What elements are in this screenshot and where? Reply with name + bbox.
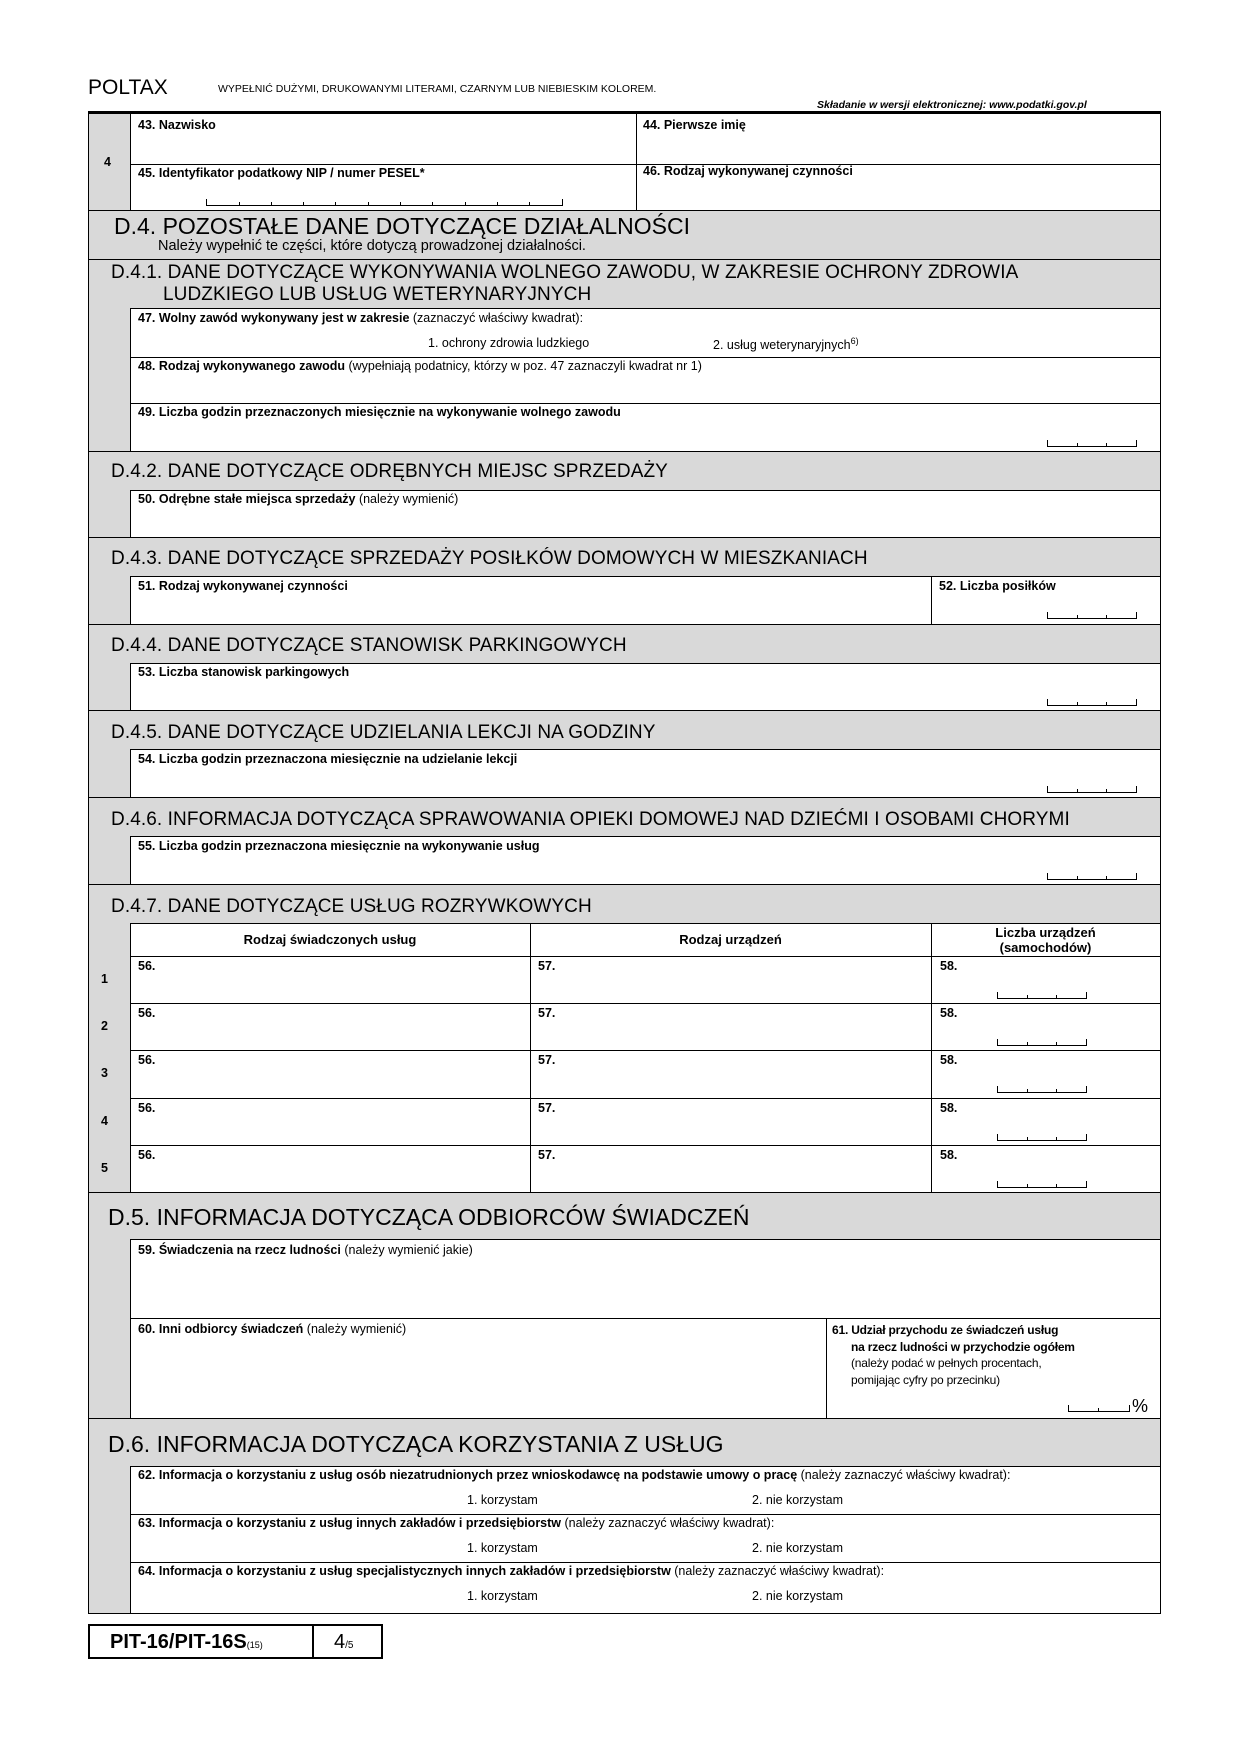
- divider: [530, 923, 531, 1192]
- table-cell-service-type[interactable]: [138, 1101, 155, 1115]
- divider: [130, 1514, 1160, 1515]
- field-64-specialist-companies: 64. Informacja o korzystaniu z usług specjalistycznych innych zakładów i przedsiębiorstw (należy zaznaczyć właściwy kwadrat):: [138, 1564, 885, 1578]
- field-50-sales-places[interactable]: 50. Odrębne stałe miejsca sprzedaży (należy wymienić): [138, 492, 459, 506]
- divider: [130, 923, 1160, 924]
- section-d4-title: D.4. POZOSTAŁE DANE DOTYCZĄCE DZIAŁALNOŚCI: [114, 213, 690, 239]
- divider: [130, 836, 1160, 837]
- frame-right: [1160, 113, 1161, 1613]
- table-cell-device-count: [940, 1148, 957, 1162]
- section-d6-title: D.6. INFORMACJA DOTYCZĄCA KORZYSTANIA Z USŁUG: [108, 1431, 724, 1457]
- divider: [931, 923, 932, 1192]
- field-55-care-hours: 55. Liczba godzin przeznaczona miesięcznie na wykonywanie usług: [138, 839, 540, 853]
- section-d41-title-line2: LUDZKIEGO LUB USŁUG WETERYNARYJNYCH: [163, 284, 592, 305]
- divider: [931, 576, 932, 624]
- divider: [130, 956, 1160, 957]
- table-row-divider: [130, 1145, 1160, 1146]
- divider: [130, 403, 1160, 404]
- field-64-option-not-use[interactable]: 2. nie korzystam: [752, 1589, 844, 1603]
- divider: [130, 1466, 131, 1613]
- field-43-surname[interactable]: 43. Nazwisko: [138, 118, 216, 132]
- table-row-divider: [130, 1003, 1160, 1004]
- table-row-number: 1: [101, 972, 108, 986]
- divider: [130, 1562, 1160, 1563]
- divider: [130, 357, 1160, 358]
- table-row-number: 5: [101, 1161, 108, 1175]
- field-47-option-human-health[interactable]: 1. ochrony zdrowia ludzkiego: [428, 336, 590, 350]
- cell-label: 57.: [538, 1053, 556, 1067]
- table-row-divider: [130, 1098, 1160, 1099]
- header-rule: [88, 111, 1161, 114]
- column-device-type: Rodzaj urządzeń: [679, 932, 782, 947]
- section-d4-subtitle: Należy wypełnić te części, które dotyczą prowadzonej działalności.: [158, 238, 586, 254]
- field-51-activity[interactable]: 51. Rodzaj wykonywanej czynności: [138, 579, 348, 593]
- field-45-nip-pesel[interactable]: 45. Identyfikator podatkowy NIP / numer PESEL*: [138, 166, 425, 180]
- section-d41-title-line1: D.4.1. DANE DOTYCZĄCE WYKONYWANIA WOLNEGO ZAWODU, W ZAKRESIE OCHRONY ZDROWIA: [111, 262, 1019, 283]
- device-count-digit-boxes[interactable]: [997, 1134, 1087, 1141]
- field-55-digit-boxes[interactable]: [1047, 873, 1137, 880]
- divider: [312, 1626, 314, 1657]
- field-54-digit-boxes[interactable]: [1047, 786, 1137, 793]
- field-63-other-companies: 63. Informacja o korzystaniu z usług innych zakładów i przedsiębiorstw (należy zaznaczyć właściwy kwadrat):: [138, 1516, 775, 1530]
- device-count-digit-boxes[interactable]: [997, 1181, 1087, 1188]
- percent-sign: %: [1132, 1396, 1149, 1416]
- cell-label: 58.: [940, 1148, 958, 1162]
- field-44-first-name[interactable]: 44. Pierwsze imię: [643, 118, 746, 132]
- cell-label: 57.: [538, 959, 556, 973]
- cell-label: 56.: [138, 959, 156, 973]
- page-number: 4/5: [334, 1631, 354, 1653]
- cell-label: 58.: [940, 1101, 958, 1115]
- table-cell-service-type[interactable]: [138, 1053, 155, 1067]
- field-47-scope: 47. Wolny zawód wykonywany jest w zakresie (zaznaczyć właściwy kwadrat):: [138, 311, 584, 325]
- section-d43-title: D.4.3. DANE DOTYCZĄCE SPRZEDAŻY POSIŁKÓW DOMOWYCH W MIESZKANIACH: [111, 548, 868, 569]
- device-count-digit-boxes[interactable]: [997, 1086, 1087, 1093]
- cell-label: 57.: [538, 1101, 556, 1115]
- table-cell-device-type[interactable]: [538, 1053, 555, 1067]
- table-cell-device-count: [940, 959, 957, 973]
- left-margin-d47: [89, 923, 130, 1192]
- table-row-number: 3: [101, 1066, 108, 1080]
- left-margin-d41: [89, 308, 130, 451]
- column-device-count: Liczba urządzeń (samochodów): [995, 925, 1096, 955]
- field-53-digit-boxes[interactable]: [1047, 699, 1137, 706]
- field-47-option-veterinary[interactable]: 2. usług weterynaryjnych$^{6)}$: [713, 336, 859, 353]
- divider: [130, 749, 131, 797]
- person-row-number: 4: [104, 155, 111, 169]
- divider: [130, 308, 131, 451]
- left-margin-d6: [89, 1466, 130, 1613]
- left-margin-d42: [89, 490, 130, 537]
- left-margin-d5: [89, 1239, 130, 1418]
- section-d5-title: D.5. INFORMACJA DOTYCZĄCA ODBIORCÓW ŚWIADCZEŃ: [108, 1204, 750, 1230]
- divider: [130, 749, 1160, 750]
- table-cell-service-type[interactable]: [138, 959, 155, 973]
- cell-label: 56.: [138, 1053, 156, 1067]
- divider: [130, 663, 131, 710]
- left-margin-d43: [89, 576, 130, 624]
- brand-logo: POLTAX: [88, 76, 168, 99]
- electronic-submission-note: Składanie w wersji elektronicznej: www.podatki.gov.pl: [817, 99, 1087, 111]
- cell-label: 56.: [138, 1006, 156, 1020]
- divider: [130, 576, 1160, 577]
- divider: [130, 576, 131, 624]
- cell-label: 58.: [940, 1053, 958, 1067]
- form-name: PIT-16/PIT-16S(15): [110, 1631, 263, 1653]
- divider: [826, 1318, 827, 1418]
- divider: [130, 1239, 131, 1418]
- divider: [130, 113, 131, 210]
- left-margin-d44: [89, 663, 130, 710]
- nip-digit-boxes[interactable]: [206, 199, 563, 206]
- cell-label: 57.: [538, 1148, 556, 1162]
- field-63-option-not-use[interactable]: 2. nie korzystam: [752, 1541, 844, 1555]
- cell-label: 56.: [138, 1148, 156, 1162]
- section-d42-title: D.4.2. DANE DOTYCZĄCE ODRĘBNYCH MIEJSC SPRZEDAŻY: [111, 461, 668, 482]
- device-count-digit-boxes[interactable]: [997, 992, 1087, 999]
- divider: [130, 1318, 1160, 1319]
- divider: [130, 490, 1160, 491]
- form-id-box: [88, 1624, 383, 1659]
- frame-bottom: [88, 1613, 1161, 1614]
- field-49-hours: 49. Liczba godzin przeznaczonych miesięcznie na wykonywanie wolnego zawodu: [138, 405, 621, 419]
- table-cell-device-count: [940, 1101, 957, 1115]
- table-cell-device-type[interactable]: [538, 1006, 555, 1020]
- divider: [130, 1239, 1160, 1240]
- field-46-activity-type[interactable]: 46. Rodzaj wykonywanej czynności: [643, 164, 853, 178]
- cell-label: 56.: [138, 1101, 156, 1115]
- cell-label: 57.: [538, 1006, 556, 1020]
- divider: [130, 1466, 1160, 1467]
- field-52-meals-count: 52. Liczba posiłków: [939, 579, 1056, 593]
- field-62-option-use[interactable]: 1. korzystam: [467, 1493, 538, 1507]
- cell-label: 58.: [940, 959, 958, 973]
- field-63-option-use[interactable]: 1. korzystam: [467, 1541, 538, 1555]
- device-count-digit-boxes[interactable]: [997, 1039, 1087, 1046]
- left-margin-d46: [89, 836, 130, 884]
- divider: [130, 308, 1160, 309]
- table-cell-service-type[interactable]: [138, 1148, 155, 1162]
- divider: [130, 490, 131, 537]
- field-64-option-use[interactable]: 1. korzystam: [467, 1589, 538, 1603]
- section-d44-title: D.4.4. DANE DOTYCZĄCE STANOWISK PARKINGOWYCH: [111, 635, 627, 656]
- divider: [130, 663, 1160, 664]
- table-row-number: 4: [101, 1114, 108, 1128]
- table-cell-service-type[interactable]: [138, 1006, 155, 1020]
- field-60-other-recipients[interactable]: 60. Inni odbiorcy świadczeń (należy wymienić): [138, 1322, 407, 1336]
- table-cell-device-type[interactable]: [538, 959, 555, 973]
- divider: [130, 923, 131, 1192]
- table-cell-device-count: [940, 1006, 957, 1020]
- table-cell-device-count: [940, 1053, 957, 1067]
- field-53-parking-spaces: 53. Liczba stanowisk parkingowych: [138, 665, 350, 679]
- section-d45-title: D.4.5. DANE DOTYCZĄCE UDZIELANIA LEKCJI NA GODZINY: [111, 722, 656, 743]
- left-margin-d45: [89, 749, 130, 797]
- table-row-number: 2: [101, 1019, 108, 1033]
- cell-label: 58.: [940, 1006, 958, 1020]
- field-54-lesson-hours: 54. Liczba godzin przeznaczona miesięcznie na udzielanie lekcji: [138, 752, 518, 766]
- field-59-public-services[interactable]: 59. Świadczenia na rzecz ludności (należy wymienić jakie): [138, 1243, 473, 1257]
- column-service-type: Rodzaj świadczonych usług: [243, 932, 417, 947]
- section-d47-title: D.4.7. DANE DOTYCZĄCE USŁUG ROZRYWKOWYCH: [111, 896, 592, 917]
- table-cell-device-type[interactable]: [538, 1148, 555, 1162]
- field-48-profession[interactable]: 48. Rodzaj wykonywanego zawodu (wypełniają podatnicy, którzy w poz. 47 zaznaczyli kwadrat nr 1): [138, 359, 702, 373]
- section-d46-title: D.4.6. INFORMACJA DOTYCZĄCA SPRAWOWANIA OPIEKI DOMOWEJ NAD DZIEĆMI I OSOBAMI CHORYMI: [111, 809, 1070, 830]
- divider: [130, 836, 131, 884]
- divider: [636, 113, 637, 210]
- field-49-digit-boxes[interactable]: [1047, 440, 1137, 447]
- fill-instruction: WYPEŁNIĆ DUŻYMI, DRUKOWANYMI LITERAMI, CZARNYM LUB NIEBIESKIM KOLOREM.: [218, 83, 657, 95]
- field-52-digit-boxes[interactable]: [1047, 612, 1137, 619]
- table-cell-device-type[interactable]: [538, 1101, 555, 1115]
- field-61-digit-boxes[interactable]: [1068, 1405, 1130, 1412]
- table-row-divider: [130, 1050, 1160, 1051]
- field-61-revenue-share: 61. Udział przychodu ze świadczeń usług na rzecz ludności w przychodzie ogółem (należy podać w pełnych procentach, pomijając cyfry po przecinku): [832, 1323, 1075, 1387]
- field-62-non-employees: 62. Informacja o korzystaniu z usług osób niezatrudnionych przez wnioskodawcę na podstawie umowy o pracę (należy zaznaczyć właściwy kwadrat):: [138, 1468, 1011, 1482]
- field-62-option-not-use[interactable]: 2. nie korzystam: [752, 1493, 844, 1507]
